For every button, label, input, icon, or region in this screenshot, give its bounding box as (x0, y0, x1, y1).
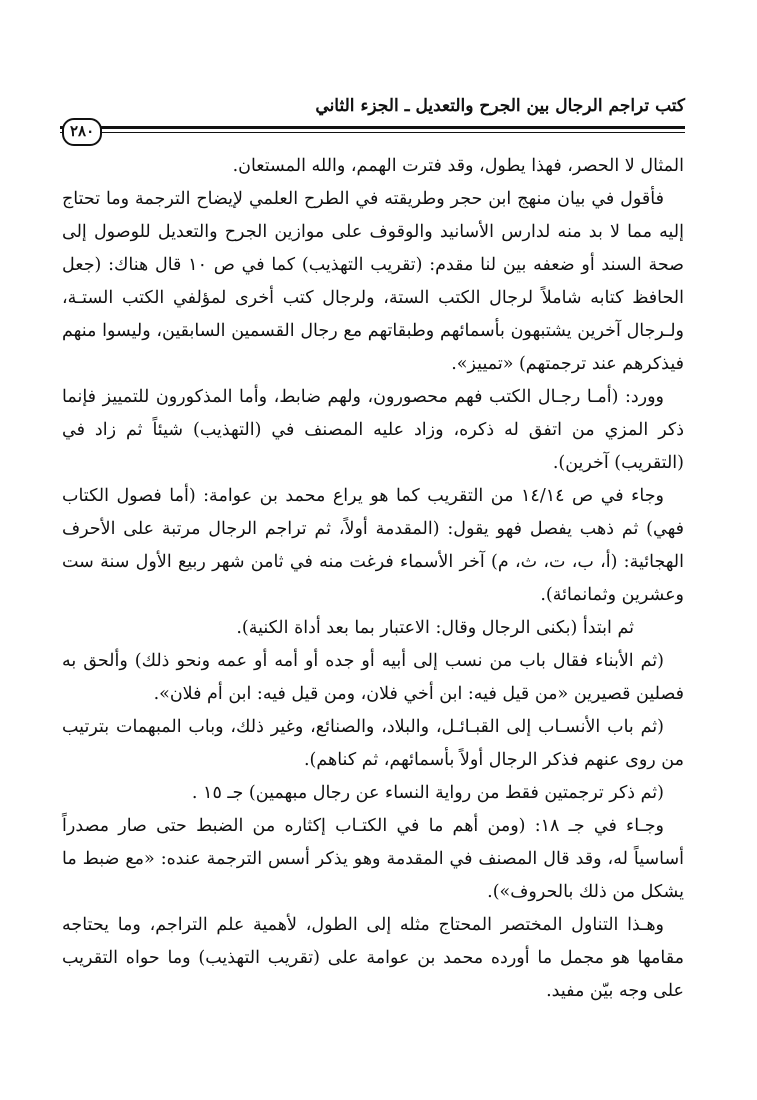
paragraph: ثم ابتدأ (بكنى الرجال وقال: الاعتبار بما بعد أداة الكنية). (236, 618, 634, 638)
paragraph: فأقول في بيان منهج ابن حجر وطريقته في الطرح العلمي لإيضاح الترجمة وما تحتاج إليه مما لا بد منه لدارس الأسانيد والوقوف على موازين الجرح والتعديل للوصول إلى صحة السند أو ضعفه بين لنا مقدم: (تقريب التهذيب) كما في ص ١٠ قال هناك: (جعل الحافظ كتابه شاملاً لرجال الكتب الستة، ولرجال كتب أخرى لمؤلفي الكتب الستـة، ولـرجال آخرين يشتبهون بأسمائهم وطبقاتهم مع رجال القسمين السابقين، وليسوا منهم فيذكرهم عند ترجمتهم) «تمييز». (62, 189, 684, 374)
body-text (62, 150, 684, 1008)
page-number: ٢٨٠ (62, 118, 102, 146)
running-title: كتب تراجم الرجال بين الجرح والتعديل ـ الجزء الثاني (315, 96, 685, 116)
paragraph: (ثم ذكر ترجمتين فقط من رواية النساء عن رجال مبهمين) جـ ١٥ . (191, 783, 664, 803)
paragraph: (ثم الأبناء فقال باب من نسب إلى أبيه أو جده أو أمه أو عمه ونحو ذلك) وألحق به فصلين قصيرين «من قيل فيه: ابن أخي فلان، ومن قيل فيه: ابن أم فلان». (62, 651, 684, 704)
header-rule-thick (60, 126, 685, 129)
paragraph: وجاء في ص ١٤/١٤ من التقريب كما هو يراع محمد بن عوامة: (أما فصول الكتاب فهي) ثم ذهب يفصل فهو يقول: (المقدمة أولاً، ثم تراجم الرجال مرتبة على الأحرف الهجائية: (أ، ب، ت، ث، م) آخر الأسماء فرغت منه في ثامن شهر ربيع الأول سنة ست وعشرين وثمانمائة). (62, 486, 684, 605)
header-rule-thin (60, 132, 685, 133)
page-header (60, 96, 685, 146)
header-rule (60, 126, 685, 135)
paragraph: (ثم باب الأنسـاب إلى القبـائـل، والبلاد، والصنائع، وغير ذلك، وباب المبهمات بترتيب من روى عنهم فذكر الرجال أولاً بأسمائهم، ثم كناهم). (62, 717, 684, 770)
paragraph: وورد: (أمـا رجـال الكتب فهم محصورون، ولهم ضابط، وأما المذكورون للتمييز فإنما ذكر المزي من اتفق له ذكره، وزاد عليه المصنف في (التهذيب) شيئاً ثم زاد في (التقريب) آخرين). (62, 387, 684, 473)
paragraph: وجـاء في جـ ١٨: (ومن أهم ما في الكتـاب إكثاره من الضبط حتى صار مصدراً أساسياً له، وقد قال المصنف في المقدمة وهو يذكر أسس الترجمة عنده: «مع ضبط ما يشكل من ذلك بالحروف»). (62, 816, 684, 902)
paragraph: وهـذا التناول المختصر المحتاج مثله إلى الطول، لأهمية علم التراجم، وما يحتاجه مقامها هو مجمل ما أورده محمد بن عوامة على (تقريب التهذيب) وما حواه التقريب على وجه بيّن مفيد. (62, 915, 684, 1001)
paragraph: المثال لا الحصر، فهذا يطول، وقد فترت الهمم، والله المستعان. (232, 156, 684, 176)
